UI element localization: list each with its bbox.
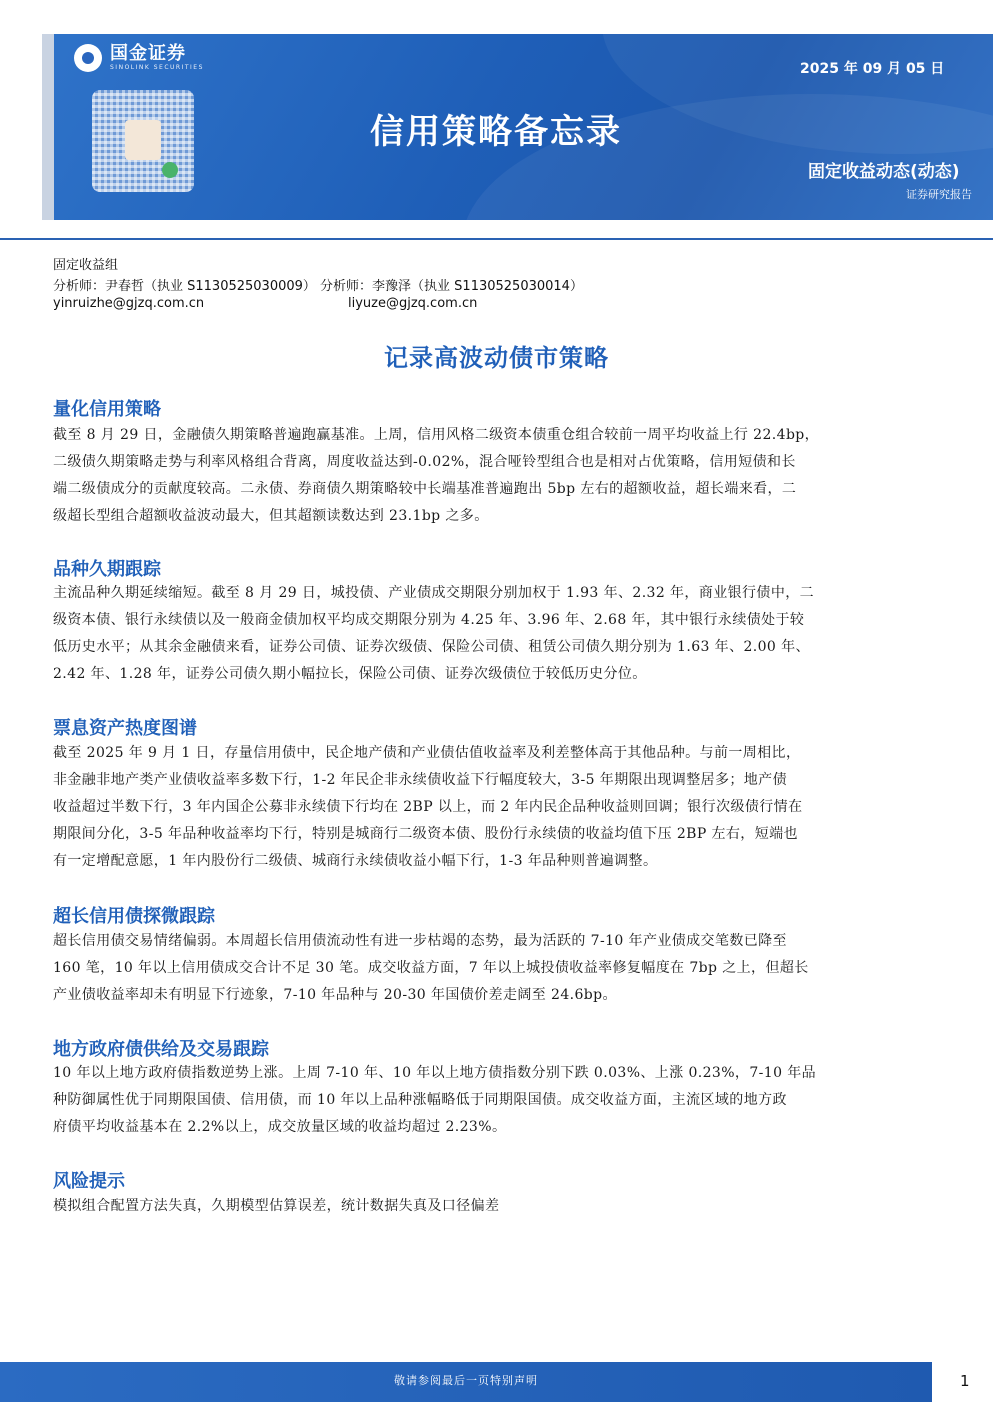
- paragraph-line: 产业债收益率却未有明显下行迹象，7-10 年品种与 20-30 年国债价差走阔至 24.6bp。: [53, 987, 617, 1003]
- report-date: 2025 年 09 月 05 日: [800, 61, 945, 77]
- paragraph-line: 截至 8 月 29 日，金融债久期策略普遍跑赢基准。上周，信用风格二级资本债重仓组合较前一周平均收益上行 22.4bp，: [53, 427, 820, 443]
- paragraph-line: 有一定增配意愿，1 年内股份行二级债、城商行永续债收益小幅下行，1-3 年品种则普遍调整。: [53, 853, 658, 869]
- report-subtype: 证券研究报告: [906, 188, 972, 201]
- analyst-group: 固定收益组: [53, 258, 119, 273]
- section-heading: 地方政府债供给及交易跟踪: [53, 1039, 269, 1060]
- paragraph-line: 截至 2025 年 9 月 1 日，存量信用债中，民企地产债和产业债估值收益率及利差整体高于其他品种。与前一周相比，: [53, 745, 801, 761]
- company-logo: [74, 44, 204, 72]
- section-paragraph: [53, 1193, 941, 1220]
- logo-mark-icon: [74, 44, 102, 72]
- paragraph-line: 模拟组合配置方法失真，久期模型估算误差，统计数据失真及口径偏差: [53, 1198, 500, 1214]
- logo-english-name: SINOLINK SECURITIES: [110, 64, 204, 71]
- paragraph-line: 级资本债、银行永续债以及一般商金债加权平均成交期限分别为 4.25 年、3.96 年、2.68 年，其中银行永续债处于较: [53, 612, 805, 628]
- wechat-dot-icon: [162, 162, 178, 178]
- section-paragraph: [53, 422, 941, 530]
- section-heading: 票息资产热度图谱: [53, 718, 197, 739]
- section-heading: 量化信用策略: [53, 399, 161, 420]
- analyst-email-2[interactable]: liyuze@gjzq.com.cn: [348, 296, 478, 311]
- page-number: 1: [960, 1372, 970, 1390]
- header-divider: [0, 238, 993, 240]
- paragraph-line: 主流品种久期延续缩短。截至 8 月 29 日，城投债、产业债成交期限分别加权于 1.93 年、2.32 年，商业银行债中，二: [53, 585, 815, 601]
- banner-edge: [42, 34, 54, 220]
- paragraph-line: 种防御属性优于同期限国债、信用债，而 10 年以上品种涨幅略低于同期限国债。成交收益方面，主流区域的地方政: [53, 1092, 787, 1108]
- paragraph-line: 超长信用债交易情绪偏弱。本周超长信用债流动性有进一步枯竭的态势，最为活跃的 7-10 年产业债成交笔数已降至: [53, 933, 787, 949]
- paragraph-line: 非金融非地产类产业债收益率多数下行，1-2 年民企非永续债收益下行幅度较大，3-5 年期限出现调整居多；地产债: [53, 772, 787, 788]
- report-type: 固定收益动态(动态): [808, 162, 960, 182]
- section-heading: 超长信用债探微跟踪: [53, 906, 215, 927]
- qr-code: [92, 90, 194, 192]
- logo-name: 国金证券: [110, 43, 186, 64]
- paragraph-line: 期限间分化，3-5 年品种收益率均下行，特别是城商行二级资本债、股份行永续债的收益均值下压 2BP 左右，短端也: [53, 826, 798, 842]
- section-heading: 风险提示: [53, 1171, 125, 1192]
- paragraph-line: 2.42 年、1.28 年，证券公司债久期小幅拉长，保险公司债、证券次级债位于较低历史分位。: [53, 666, 647, 682]
- section-paragraph: [53, 580, 941, 688]
- section-paragraph: [53, 928, 941, 1009]
- document-title: 记录高波动债市策略: [384, 344, 609, 372]
- section-paragraph: [53, 1060, 941, 1141]
- paragraph-line: 级超长型组合超额收益波动最大，但其超额读数达到 23.1bp 之多。: [53, 508, 489, 524]
- qr-center-badge: [125, 120, 161, 160]
- analyst-email-1[interactable]: yinruizhe@gjzq.com.cn: [53, 296, 205, 311]
- paragraph-line: 府债平均收益基本在 2.2%以上，成交放量区域的收益均超过 2.23%。: [53, 1119, 507, 1135]
- paragraph-line: 10 年以上地方政府债指数逆势上涨。上周 7-10 年、10 年以上地方债指数分别下跌 0.03%、上涨 0.23%，7-10 年品: [53, 1065, 817, 1081]
- analyst-line: 分析师：尹春哲（执业 S1130525030009） 分析师：李豫泽（执业 S1130525030014）: [53, 279, 583, 294]
- paragraph-line: 160 笔，10 年以上信用债成交合计不足 30 笔。成交收益方面，7 年以上城投债收益率修复幅度在 7bp 之上，但超长: [53, 960, 809, 976]
- footer-notice: 敬请参阅最后一页特别声明: [394, 1374, 538, 1387]
- paragraph-line: 低历史水平；从其余金融债来看，证券公司债、证券次级债、保险公司债、租赁公司债久期分别为 1.63 年、2.00 年、: [53, 639, 810, 655]
- page-title: 信用策略备忘录: [370, 112, 622, 152]
- paragraph-line: 二级债久期策略走势与利率风格组合背离，周度收益达到-0.02%，混合哑铃型组合也是相对占优策略，信用短债和长: [53, 454, 796, 470]
- section-paragraph: [53, 740, 941, 875]
- paragraph-line: 收益超过半数下行，3 年内国企公募非永续债下行均在 2BP 以上，而 2 年内民企品种收益则回调；银行次级债行情在: [53, 799, 803, 815]
- paragraph-line: 端二级债成分的贡献度较高。二永债、券商债久期策略较中长端基准普遍跑出 5bp 左右的超额收益，超长端来看，二: [53, 481, 797, 497]
- section-heading: 品种久期跟踪: [53, 559, 161, 580]
